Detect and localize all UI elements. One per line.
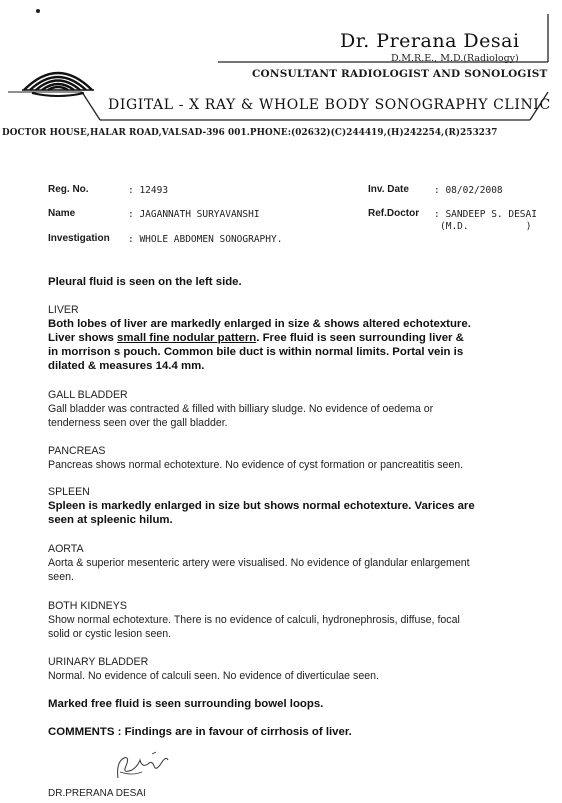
- reg-no-label: Reg. No.: [48, 184, 89, 195]
- liver-line-2-b: . Free fluid is seen surrounding liver &: [256, 332, 464, 344]
- pancreas-heading: PANCREAS: [48, 445, 106, 457]
- inv-date-label: Inv. Date: [368, 184, 409, 195]
- aorta-line-2: seen.: [48, 571, 74, 583]
- free-fluid-finding: Marked free fluid is seen surrounding bowel loops.: [48, 698, 324, 710]
- investigation-label: Investigation: [48, 233, 110, 244]
- urinary-bladder-heading: URINARY BLADDER: [48, 656, 149, 668]
- pancreas-line-1: Pancreas shows normal echotexture. No evidence of cyst formation or pancreatitis seen.: [48, 459, 464, 471]
- liver-line-2-a: Liver shows: [48, 332, 118, 344]
- aorta-heading: AORTA: [48, 543, 84, 555]
- scan-dot: [36, 9, 40, 13]
- doctor-credentials: D.M.R.E., M.D.(Radiology): [391, 53, 519, 64]
- ref-doctor-qualification: (M.D. ): [440, 221, 532, 232]
- ref-doctor-label: Ref.Doctor: [368, 208, 420, 219]
- kidneys-line-2: solid or cystic lesion seen.: [48, 628, 172, 640]
- gall-bladder-line-1: Gall bladder was contracted & filled with billiary sludge. No evidence of oedema or: [48, 403, 434, 415]
- signatory-name: DR.PRERANA DESAI: [48, 788, 146, 799]
- patient-name-value: : JAGANNATH SURYAVANSHI: [128, 209, 260, 220]
- doctor-name: Dr. Prerana Desai: [340, 30, 520, 52]
- spleen-heading: SPLEEN: [48, 486, 90, 498]
- inv-date-value: : 08/02/2008: [434, 185, 503, 196]
- kidneys-heading: BOTH KIDNEYS: [48, 600, 127, 612]
- kidneys-line-1: Show normal echotexture. There is no evidence of calculi, hydronephrosis, diffuse, focal: [48, 614, 460, 626]
- investigation-value: : WHOLE ABDOMEN SONOGRAPHY.: [128, 234, 283, 245]
- ref-doctor-value: : SANDEEP S. DESAI: [434, 209, 537, 220]
- clinic-address: DOCTOR HOUSE,HALAR ROAD,VALSAD-396 001.PHONE:(02632)(C)244419,(H)242254,(R)253237: [2, 128, 498, 138]
- liver-line-1: Both lobes of liver are markedly enlarged in size & shows altered echotexture.: [48, 318, 471, 330]
- gall-bladder-line-2: tenderness seen over the gall bladder.: [48, 417, 228, 429]
- liver-heading: LIVER: [48, 304, 79, 316]
- patient-name-label: Name: [48, 208, 76, 219]
- gall-bladder-heading: GALL BLADDER: [48, 389, 128, 401]
- clinic-logo-icon: [18, 60, 98, 100]
- comments: COMMENTS : Findings are in favour of cirrhosis of liver.: [48, 726, 352, 738]
- liver-line-3: in morrison s pouch. Common bile duct is within normal limits. Portal vein is: [48, 346, 464, 358]
- liver-line-4: dilated & measures 14.4 mm.: [48, 360, 205, 372]
- spleen-line-1: Spleen is markedly enlarged in size but shows normal echotexture. Varices are: [48, 500, 475, 512]
- signature-mark: [112, 748, 172, 784]
- clinic-name: DIGITAL - X RAY & WHOLE BODY SONOGRAPHY CLINIC: [108, 97, 551, 113]
- urinary-bladder-line-1: Normal. No evidence of calculi seen. No evidence of diverticulae seen.: [48, 670, 379, 682]
- doctor-role: CONSULTANT RADIOLOGIST AND SONOLOGIST: [252, 68, 548, 80]
- reg-no-value: : 12493: [128, 185, 169, 196]
- spleen-line-2: seen at spleenic hilum.: [48, 514, 173, 526]
- liver-line-2: [48, 332, 464, 344]
- liver-nodular-pattern: small fine nodular pattern: [117, 332, 257, 344]
- pleural-finding: Pleural fluid is seen on the left side.: [48, 276, 242, 288]
- aorta-line-1: Aorta & superior mesenteric artery were visualised. No evidence of glandular enlargement: [48, 557, 470, 569]
